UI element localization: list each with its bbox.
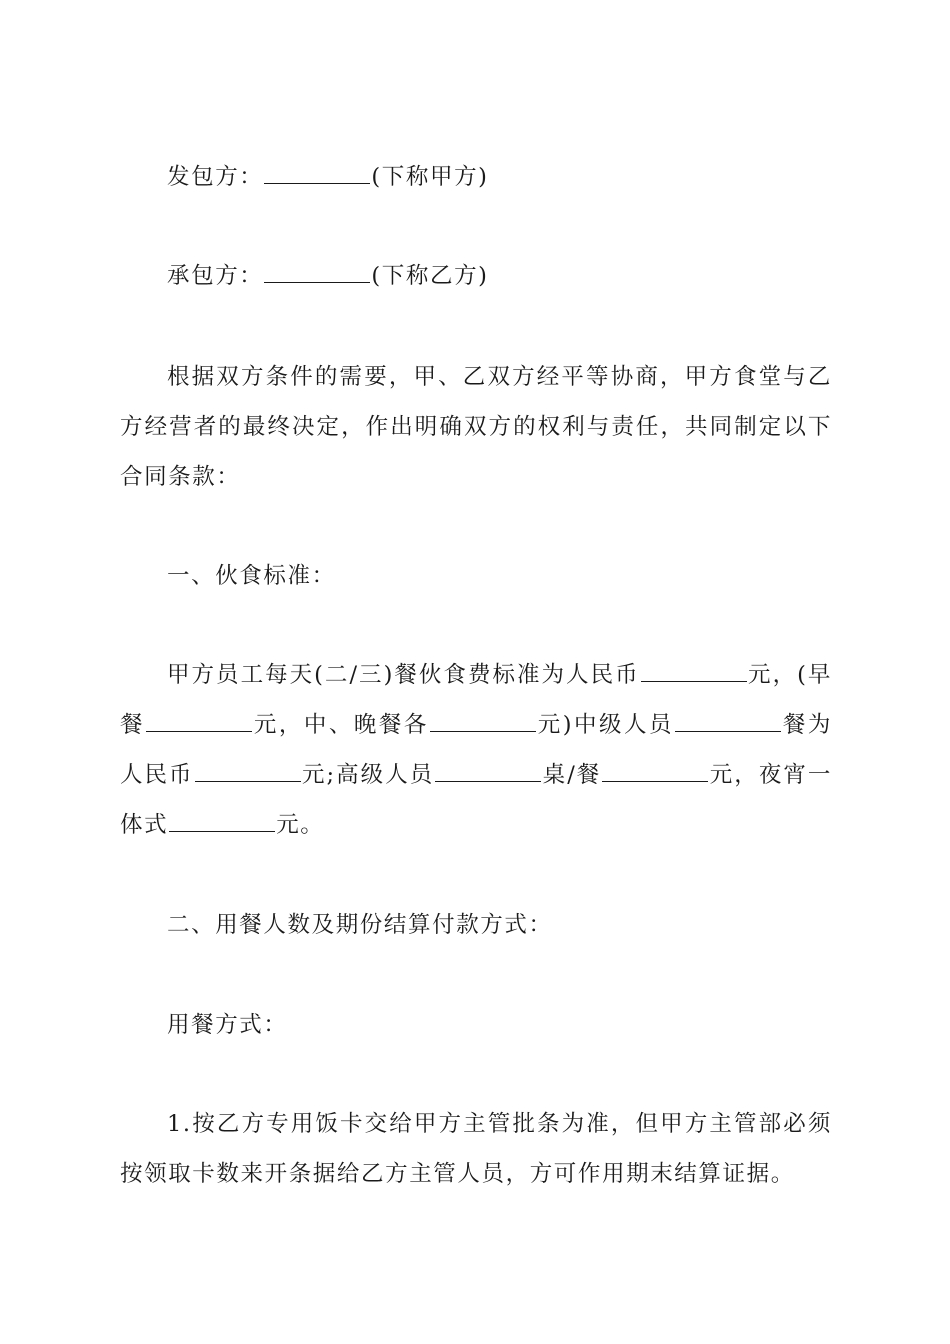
party-a-note: (下称甲方) [371, 164, 489, 190]
mid-level-fee-blank [195, 765, 301, 782]
intro-paragraph: 根据双方条件的需要，甲、乙双方经平等协商，甲方食堂与乙方经营者的最终决定，作出明确双方的权利与责任，共同制定以下合同条款： [120, 364, 832, 490]
party-b-note: (下称乙方) [371, 263, 489, 289]
party-b-blank [264, 266, 370, 283]
section1-text-1: 甲方员工每天(二/三)餐伙食费标准为人民币 [167, 662, 640, 688]
meal-method-heading: 用餐方式： [167, 1012, 288, 1038]
section1-paragraph [120, 650, 832, 850]
daily-fee-blank [641, 665, 747, 682]
section1-text-2: 元，(早餐 [120, 662, 832, 738]
section1-text-3: 元，中、晚餐各 [253, 712, 429, 738]
party-b-label: 承包方： [167, 263, 264, 289]
party-a-blank [264, 167, 370, 184]
section1-heading: 一、伙食标准： [167, 563, 336, 589]
section1-text-9: 元。 [276, 812, 325, 838]
lunch-dinner-fee-blank [430, 715, 536, 732]
section2-heading: 二、用餐人数及期份结算付款方式： [167, 912, 553, 938]
section1-text-7: 桌/餐 [542, 762, 602, 788]
party-a-line [120, 152, 832, 202]
breakfast-fee-blank [146, 715, 252, 732]
mid-level-blank [675, 715, 781, 732]
late-night-fee-blank [169, 815, 275, 832]
section1-text-5: 餐为人民币 [120, 712, 832, 788]
party-a-label: 发包方： [167, 164, 264, 190]
senior-level-blank [435, 765, 541, 782]
party-b-line [120, 251, 832, 301]
item-1-paragraph: 1.按乙方专用饭卡交给甲方主管批条为准，但甲方主管部必须按领取卡数来开条据给乙方主管人员，方可作用期末结算证据。 [120, 1111, 832, 1187]
section1-text-6: 元;高级人员 [301, 762, 435, 788]
section1-text-4: 元)中级人员 [536, 712, 674, 738]
senior-fee-blank [602, 765, 708, 782]
section1-text-8: 元，夜宵一体式 [120, 762, 832, 838]
